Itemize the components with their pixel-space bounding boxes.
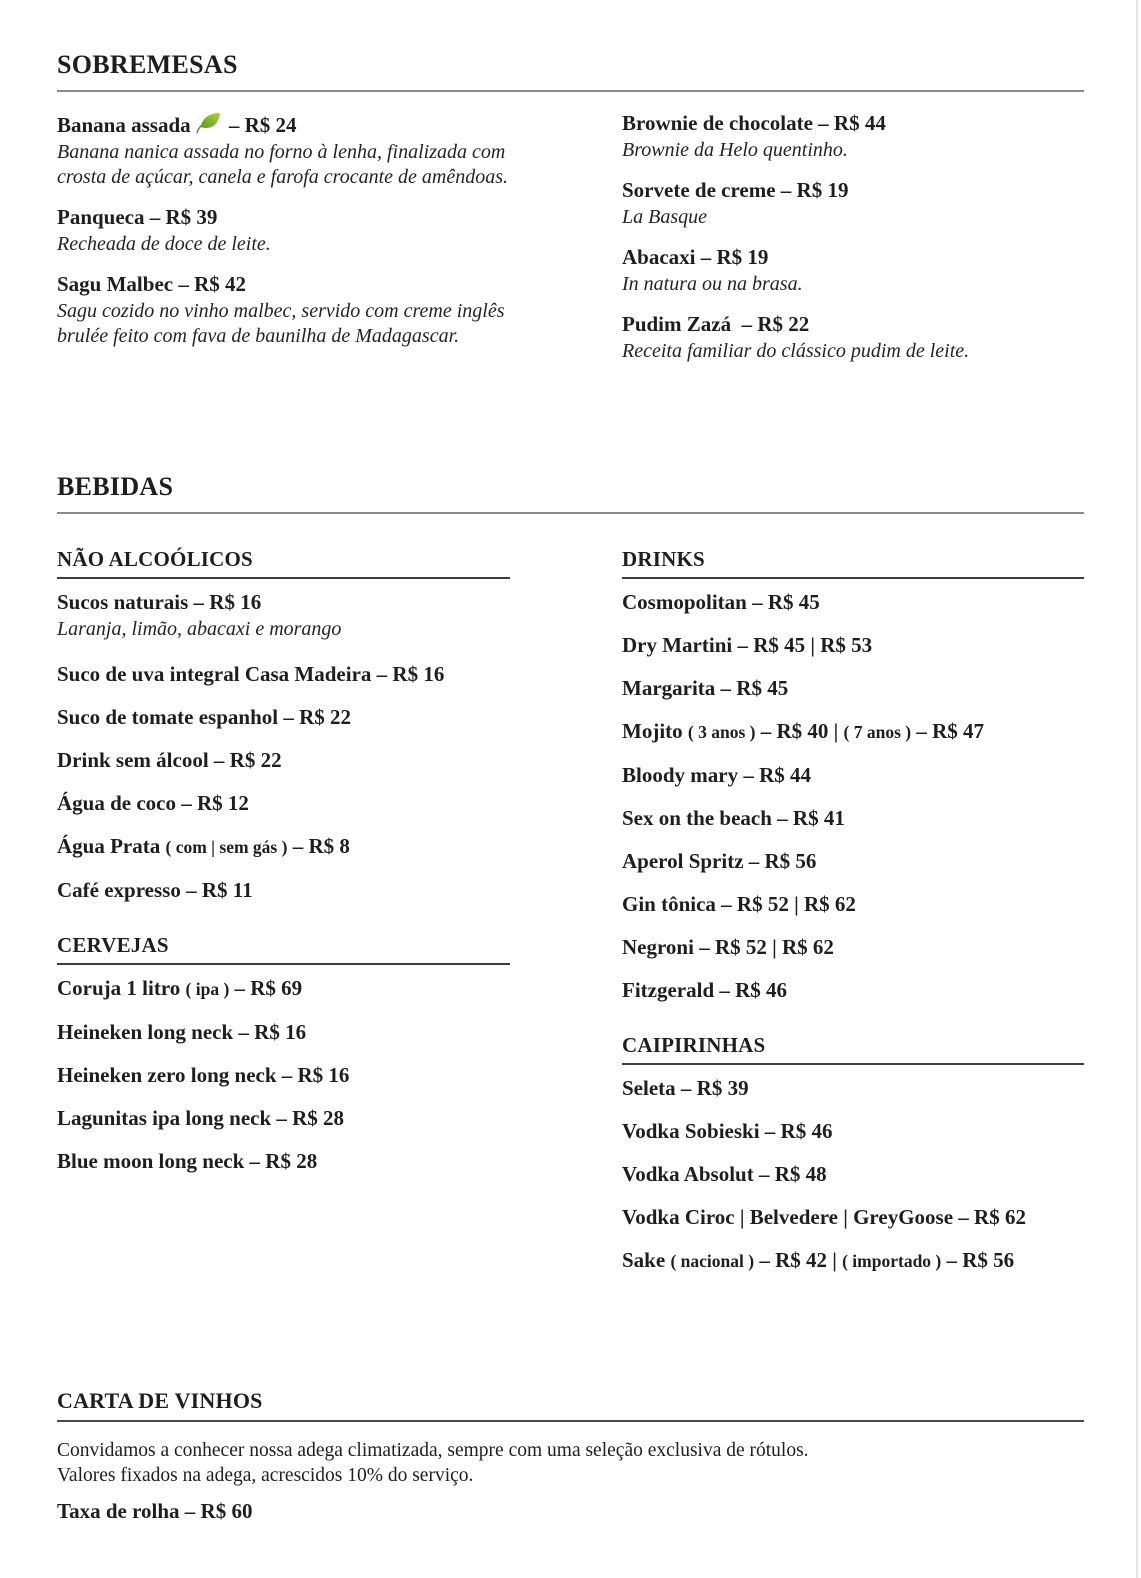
carta-de-vinhos-notes	[57, 1438, 1084, 1488]
item-name-price: Pudim Zazá – R$ 22	[622, 312, 810, 336]
item-name-price: Água Prata ( com | sem gás ) – R$ 8	[57, 834, 350, 858]
item-name-price: Fitzgerald – R$ 46	[622, 978, 788, 1002]
menu-item	[622, 936, 1084, 958]
menu-item	[57, 835, 510, 858]
menu-item	[622, 1206, 1084, 1228]
menu-item	[57, 591, 510, 642]
item-name-price: Abacaxi – R$ 19	[622, 245, 769, 269]
item-name-price: Negroni – R$ 52 | R$ 62	[622, 935, 834, 959]
bebidas-title: BEBIDAS	[57, 472, 1084, 514]
menu-item	[622, 179, 1084, 230]
menu-item	[622, 677, 1084, 699]
menu-item	[57, 206, 510, 257]
menu-item	[57, 1150, 510, 1172]
menu-item	[57, 879, 510, 901]
item-name-price: Vodka Ciroc | Belvedere | GreyGoose – R$ 62	[622, 1205, 1026, 1229]
sobremesas-title: SOBREMESAS	[57, 50, 1084, 92]
item-name-price: Aperol Spritz – R$ 56	[622, 849, 817, 873]
item-description: Banana nanica assada no forno à lenha, finalizada com crosta de açúcar, canela e farofa crocante de amêndoas.	[57, 141, 509, 188]
menu-item	[622, 246, 1084, 297]
carta-de-vinhos-title: CARTA DE VINHOS	[57, 1388, 1084, 1422]
menu-item	[57, 1107, 510, 1129]
item-name-price: Vodka Absolut – R$ 48	[622, 1162, 827, 1186]
item-name-price: Sex on the beach – R$ 41	[622, 806, 845, 830]
menu-item	[57, 749, 510, 771]
item-description: Sagu cozido no vinho malbec, servido com creme inglês brulée feito com fava de baunilha de Madagascar.	[57, 300, 505, 347]
item-name-price: Suco de tomate espanhol – R$ 22	[57, 705, 352, 729]
menu-item	[622, 591, 1084, 613]
item-name-price: Margarita – R$ 45	[622, 676, 789, 700]
menu-item	[622, 764, 1084, 786]
item-name-price: Heineken long neck – R$ 16	[57, 1020, 307, 1044]
subsection-cervejas	[57, 933, 510, 1172]
menu-item	[57, 1064, 510, 1086]
section-sobremesas	[57, 50, 1084, 380]
vinhos-items	[57, 1500, 1084, 1522]
item-name-price: Coruja 1 litro ( ipa ) – R$ 69	[57, 976, 303, 1000]
menu-item	[622, 850, 1084, 872]
subsection-heading-drinks: DRINKS	[622, 547, 1084, 579]
menu-item	[622, 313, 1084, 364]
item-name-price: Sagu Malbec – R$ 42	[57, 272, 246, 296]
item-name-price: Lagunitas ipa long neck – R$ 28	[57, 1106, 345, 1130]
item-description: Receita familiar do clássico pudim de leite.	[622, 340, 970, 362]
menu-item	[57, 273, 510, 349]
item-name-price: Vodka Sobieski – R$ 46	[622, 1119, 833, 1143]
menu-item	[57, 706, 510, 728]
menu-item	[622, 720, 1084, 743]
menu-item	[57, 663, 510, 685]
item-description: Recheada de doce de leite.	[57, 233, 271, 255]
bebidas-columns	[57, 547, 1084, 1293]
sobremesas-column-2	[622, 112, 1084, 380]
item-name-price: Dry Martini – R$ 45 | R$ 53	[622, 633, 873, 657]
menu-item	[622, 979, 1084, 1001]
bebidas-right-column	[622, 547, 1084, 1293]
menu-item	[622, 893, 1084, 915]
menu-item	[622, 634, 1084, 656]
item-name-price: Blue moon long neck – R$ 28	[57, 1149, 318, 1173]
sobremesas-column-1	[57, 112, 510, 365]
item-name-price: Cosmopolitan – R$ 45	[622, 590, 820, 614]
item-name-price: Suco de uva integral Casa Madeira – R$ 16	[57, 662, 445, 686]
item-name-price: Água de coco – R$ 12	[57, 791, 249, 815]
subsection-nao-alcoolicos	[57, 547, 510, 901]
item-description: In natura ou na brasa.	[622, 273, 803, 295]
item-description: Laranja, limão, abacaxi e morango	[57, 618, 342, 640]
subsection-drinks	[622, 547, 1084, 1001]
item-description: Brownie da Helo quentinho.	[622, 139, 848, 161]
menu-item	[622, 112, 1084, 163]
menu-item	[57, 112, 510, 190]
menu-item	[57, 977, 510, 1000]
bebidas-left-column	[57, 547, 510, 1193]
menu-item	[57, 792, 510, 814]
item-name-price: Banana assada – R$ 24	[57, 113, 297, 137]
menu-item	[622, 807, 1084, 829]
item-detail-parenthetical: ( com | sem gás )	[165, 837, 288, 857]
item-name-price: Seleta – R$ 39	[622, 1076, 749, 1100]
item-detail-parenthetical: ( ipa )	[185, 979, 230, 999]
item-name-price: Café expresso – R$ 11	[57, 878, 253, 902]
menu-item	[57, 1500, 1084, 1522]
section-bebidas	[57, 472, 1084, 1293]
item-name-price: Gin tônica – R$ 52 | R$ 62	[622, 892, 856, 916]
item-detail-parenthetical: ( 3 anos )	[687, 722, 756, 742]
item-description: La Basque	[622, 206, 707, 228]
menu-item	[622, 1163, 1084, 1185]
item-name-price: Sorvete de creme – R$ 19	[622, 178, 849, 202]
item-detail-parenthetical: ( importado )	[842, 1251, 942, 1271]
item-name-price: Bloody mary – R$ 44	[622, 763, 811, 787]
item-name-price: Taxa de rolha – R$ 60	[57, 1499, 253, 1523]
vinhos-note-line: Convidamos a conhecer nossa adega climatizada, sempre com uma seleção exclusiva de rótulos.	[57, 1440, 809, 1461]
subsection-caipirinhas	[622, 1033, 1084, 1272]
item-name-price: Sake ( nacional ) – R$ 42 | ( importado ) – R$ 56	[622, 1248, 1015, 1272]
item-detail-parenthetical: ( 7 anos )	[843, 722, 912, 742]
vinhos-note-line: Valores fixados na adega, acrescidos 10% do serviço.	[57, 1465, 474, 1486]
sobremesas-columns	[57, 112, 1084, 380]
item-name-price: Heineken zero long neck – R$ 16	[57, 1063, 350, 1087]
item-name-price: Mojito ( 3 anos ) – R$ 40 | ( 7 anos ) – R$ 47	[622, 719, 985, 743]
item-name-price: Drink sem álcool – R$ 22	[57, 748, 282, 772]
subsection-heading-cervejas: CERVEJAS	[57, 933, 510, 965]
item-detail-parenthetical: ( nacional )	[670, 1251, 755, 1271]
item-name-price: Brownie de chocolate – R$ 44	[622, 111, 886, 135]
menu-item	[622, 1120, 1084, 1142]
leaf-icon	[195, 112, 221, 134]
menu-item	[622, 1077, 1084, 1099]
section-carta-de-vinhos	[57, 1388, 1084, 1522]
item-name-price: Sucos naturais – R$ 16	[57, 590, 262, 614]
menu-item	[622, 1249, 1084, 1272]
item-name-price: Panqueca – R$ 39	[57, 205, 218, 229]
subsection-heading-caipirinhas: CAIPIRINHAS	[622, 1033, 1084, 1065]
menu-item	[57, 1021, 510, 1043]
subsection-heading-nao-alcoolicos: NÃO ALCOÓLICOS	[57, 547, 510, 579]
